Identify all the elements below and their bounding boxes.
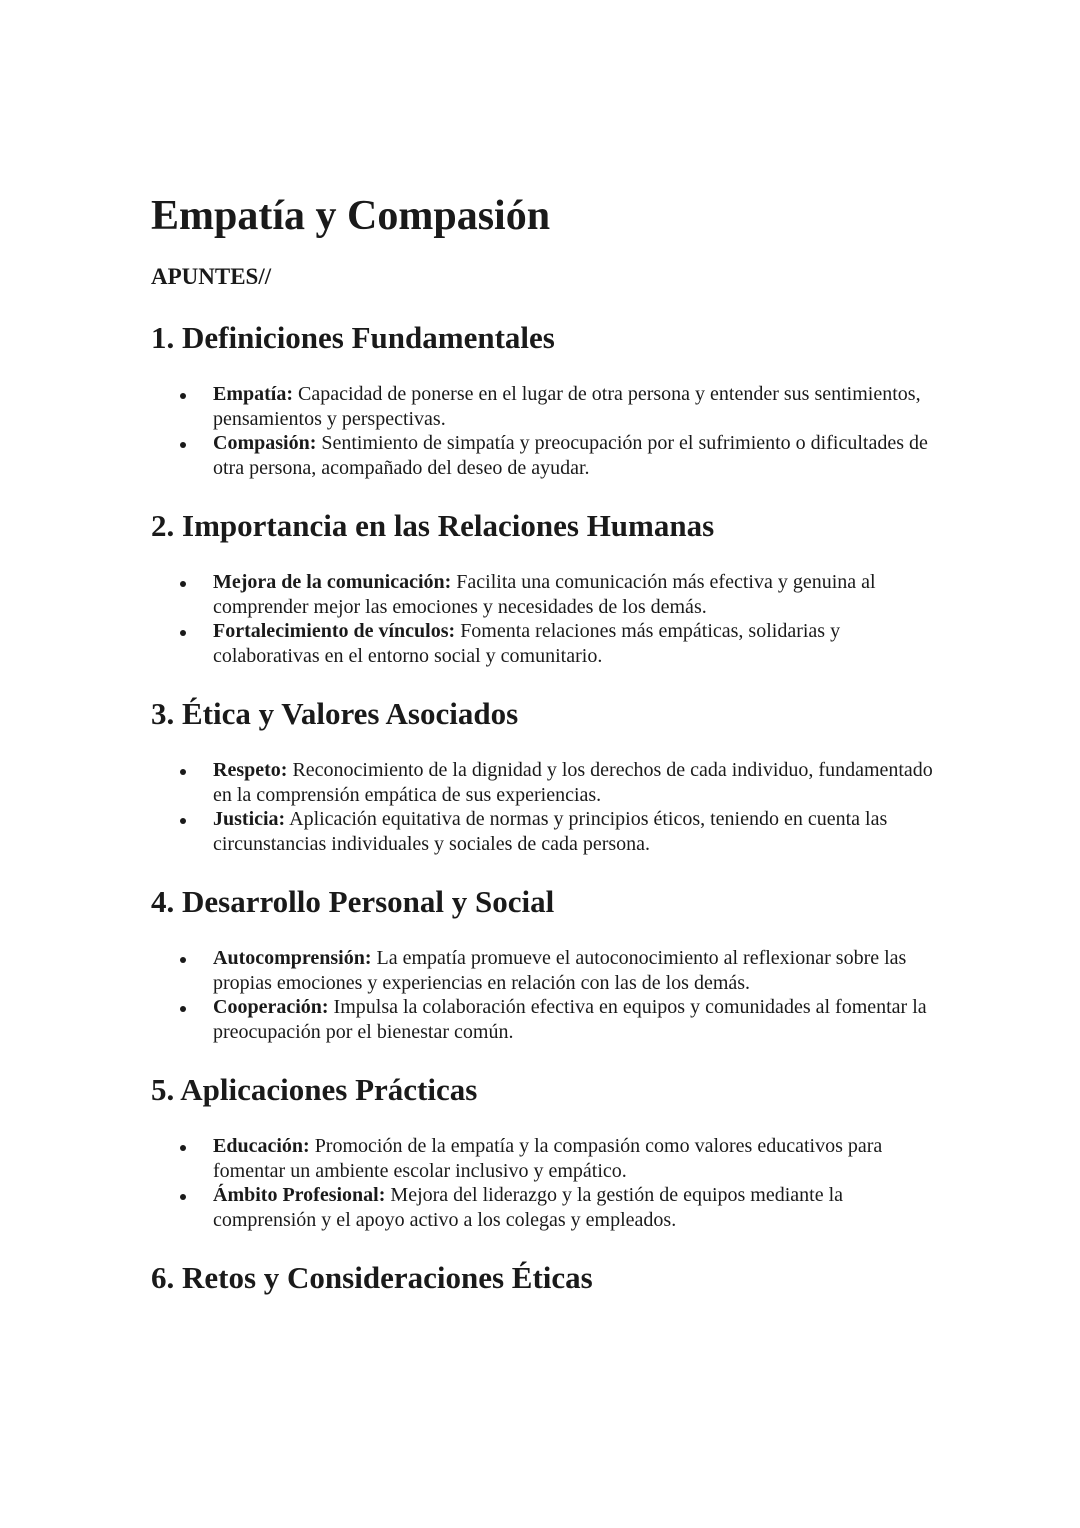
list-item (151, 807, 951, 856)
section-heading: 2. Importancia en las Relaciones Humanas (151, 508, 715, 543)
section-3 (151, 694, 951, 856)
section-heading: 6. Retos y Consideraciones Éticas (151, 1260, 593, 1295)
bullet-icon (180, 442, 186, 448)
list-item (151, 619, 951, 668)
list-item (151, 758, 951, 807)
item-term: Mejora de la comunicación: (213, 571, 452, 593)
item-term: Fortalecimiento de vínculos: (213, 620, 456, 642)
section-1 (151, 318, 951, 480)
item-text: Impulsa la colaboración efectiva en equipos y comunidades al fomentar la preocupación por el bienestar común. (213, 996, 927, 1043)
list-item (151, 382, 951, 431)
subtitle: APUNTES// (151, 264, 272, 289)
list-item (151, 570, 951, 619)
list-item (151, 1183, 951, 1232)
page-title: Empatía y Compasión (151, 193, 551, 239)
section-heading: 1. Definiciones Fundamentales (151, 320, 555, 355)
bullet-icon (180, 393, 186, 399)
bullet-list (151, 382, 951, 480)
section-5 (151, 1070, 951, 1232)
list-item (151, 995, 951, 1044)
item-text: Aplicación equitativa de normas y principios éticos, teniendo en cuenta las circunstancias individuales y sociales de cada persona. (213, 808, 888, 855)
bullet-list (151, 570, 951, 668)
item-text: La empatía promueve el autoconocimiento al reflexionar sobre las propias emociones y experiencias en relación con las de los demás. (213, 947, 907, 994)
section-2 (151, 506, 951, 668)
bullet-icon (180, 1194, 186, 1200)
item-text: Sentimiento de simpatía y preocupación por el sufrimiento o dificultades de otra persona, acompañado del deseo de ayudar. (213, 432, 928, 479)
section-6 (151, 1258, 951, 1298)
item-text: Mejora del liderazgo y la gestión de equipos mediante la comprensión y el apoyo activo a los colegas y empleados. (213, 1184, 844, 1231)
list-item (151, 431, 951, 480)
bullet-icon (180, 818, 186, 824)
bullet-icon (180, 769, 186, 775)
bullet-list (151, 1134, 951, 1232)
item-term: Cooperación: (213, 996, 329, 1018)
item-term: Autocomprensión: (213, 947, 372, 969)
item-text: Reconocimiento de la dignidad y los derechos de cada individuo, fundamentado en la comprensión empática de sus experiencias. (213, 759, 933, 806)
item-term: Respeto: (213, 759, 288, 781)
bullet-icon (180, 581, 186, 587)
bullet-list (151, 946, 951, 1044)
item-text: Promoción de la empatía y la compasión como valores educativos para fomentar un ambiente escolar inclusivo y empático. (213, 1135, 883, 1182)
bullet-icon (180, 1145, 186, 1151)
bullet-icon (180, 1006, 186, 1012)
bullet-icon (180, 957, 186, 963)
bullet-icon (180, 630, 186, 636)
section-4 (151, 882, 951, 1044)
item-text: Capacidad de ponerse en el lugar de otra persona y entender sus sentimientos, pensamientos y perspectivas. (213, 383, 921, 430)
section-heading: 5. Aplicaciones Prácticas (151, 1072, 478, 1107)
item-text: Fomenta relaciones más empáticas, solidarias y colaborativas en el entorno social y comunitario. (213, 620, 841, 667)
list-item (151, 1134, 951, 1183)
bullet-list (151, 758, 951, 856)
section-heading: 3. Ética y Valores Asociados (151, 696, 519, 731)
item-term: Justicia: (213, 808, 286, 830)
item-term: Educación: (213, 1135, 310, 1157)
item-term: Ámbito Profesional: (213, 1184, 386, 1206)
item-term: Empatía: (213, 383, 293, 405)
item-term: Compasión: (213, 432, 317, 454)
list-item (151, 946, 951, 995)
item-text: Facilita una comunicación más efectiva y genuina al comprender mejor las emociones y necesidades de los demás. (213, 571, 876, 618)
section-heading: 4. Desarrollo Personal y Social (151, 884, 555, 919)
document-content (151, 188, 951, 1298)
